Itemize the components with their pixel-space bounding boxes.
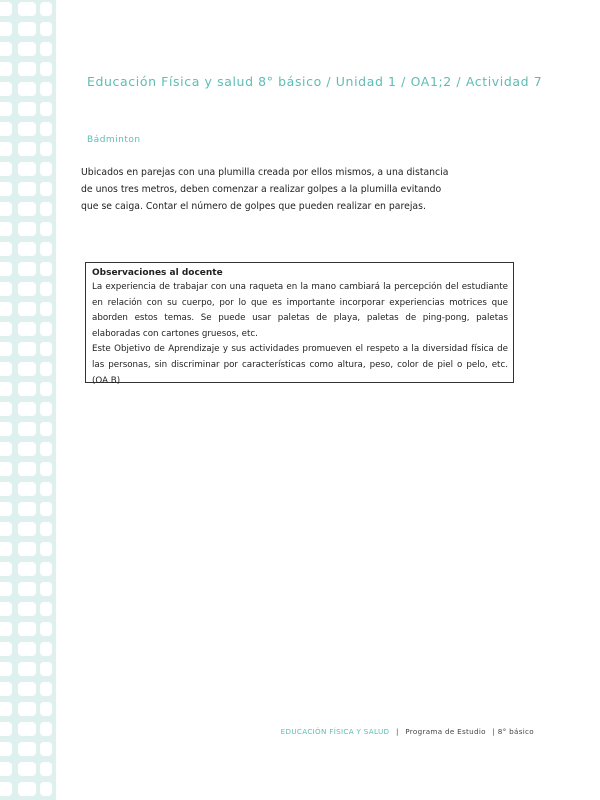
strip-tile bbox=[18, 102, 36, 116]
strip-tile bbox=[40, 182, 52, 196]
strip-tile bbox=[18, 42, 36, 56]
strip-tile bbox=[40, 102, 52, 116]
strip-tile bbox=[40, 682, 52, 696]
strip-tile bbox=[40, 522, 52, 536]
strip-tile bbox=[0, 442, 12, 456]
strip-tile bbox=[40, 222, 52, 236]
strip-tile bbox=[40, 362, 52, 376]
strip-tile bbox=[18, 602, 36, 616]
strip-tile bbox=[0, 122, 12, 136]
strip-tile bbox=[0, 202, 12, 216]
strip-tile bbox=[40, 242, 52, 256]
strip-tile bbox=[18, 662, 36, 676]
strip-tile bbox=[18, 162, 36, 176]
strip-tile bbox=[40, 462, 52, 476]
strip-tile bbox=[18, 722, 36, 736]
strip-tile bbox=[0, 22, 12, 36]
strip-tile bbox=[0, 642, 12, 656]
strip-tile bbox=[0, 602, 12, 616]
observations-box bbox=[85, 262, 514, 386]
strip-tile bbox=[40, 482, 52, 496]
strip-tile bbox=[18, 702, 36, 716]
strip-tile bbox=[0, 542, 12, 556]
strip-tile bbox=[0, 462, 12, 476]
strip-tile bbox=[40, 322, 52, 336]
strip-tile bbox=[40, 622, 52, 636]
strip-tile bbox=[18, 742, 36, 756]
strip-tile bbox=[18, 82, 36, 96]
observations-paragraph-1: La experiencia de trabajar con una raqueta en la mano cambiará la percepción del estudiante en relación con su cuerpo, por lo que es importante incorporar experiencias motrices que aborden estos temas. Se puede usar paletas de playa, paletas de ping-pong, paletas elaboradas con cartones gruesos, etc. bbox=[92, 282, 508, 339]
strip-tile bbox=[0, 2, 12, 16]
strip-tile bbox=[18, 562, 36, 576]
strip-tile bbox=[0, 522, 12, 536]
strip-tile bbox=[0, 342, 12, 356]
strip-tile bbox=[18, 582, 36, 596]
strip-tile bbox=[40, 782, 52, 796]
strip-tile bbox=[0, 782, 12, 796]
strip-tile bbox=[40, 42, 52, 56]
strip-tile bbox=[18, 382, 36, 396]
strip-tile bbox=[0, 382, 12, 396]
strip-tile bbox=[18, 242, 36, 256]
strip-tile bbox=[0, 322, 12, 336]
strip-tile bbox=[0, 62, 12, 76]
strip-tile bbox=[0, 102, 12, 116]
strip-tile bbox=[18, 62, 36, 76]
strip-tile bbox=[18, 222, 36, 236]
page-header-title: Educación Física y salud 8° básico / Unidad 1 / OA1;2 / Actividad 7 bbox=[87, 74, 543, 89]
strip-tile bbox=[40, 642, 52, 656]
strip-tile bbox=[0, 182, 12, 196]
strip-tile bbox=[0, 502, 12, 516]
footer-program: Programa de Estudio bbox=[405, 727, 486, 736]
strip-tile bbox=[0, 302, 12, 316]
strip-tile bbox=[40, 402, 52, 416]
strip-tile bbox=[40, 22, 52, 36]
strip-tile bbox=[0, 762, 12, 776]
strip-tile bbox=[18, 522, 36, 536]
activity-heading: Bádminton bbox=[87, 135, 141, 145]
strip-tile bbox=[0, 722, 12, 736]
strip-tile bbox=[40, 502, 52, 516]
page-footer bbox=[281, 727, 538, 736]
strip-tile bbox=[0, 682, 12, 696]
strip-tile bbox=[18, 782, 36, 796]
strip-tile bbox=[18, 262, 36, 276]
strip-tile bbox=[18, 642, 36, 656]
strip-tile bbox=[0, 362, 12, 376]
observations-title: Observaciones al docente bbox=[92, 268, 223, 278]
footer-separator: | bbox=[395, 727, 399, 736]
strip-tile bbox=[40, 662, 52, 676]
strip-tile bbox=[40, 762, 52, 776]
observations-paragraph-2: Este Objetivo de Aprendizaje y sus actividades promueven el respeto a la diversidad física de las personas, sin discriminar por características como altura, peso, color de piel o pelo, etc. (OA B) bbox=[92, 344, 508, 386]
strip-tile bbox=[0, 582, 12, 596]
strip-tile bbox=[18, 2, 36, 16]
strip-tile bbox=[40, 742, 52, 756]
strip-tile bbox=[0, 482, 12, 496]
strip-tile bbox=[40, 582, 52, 596]
strip-tile bbox=[18, 622, 36, 636]
strip-tile bbox=[40, 342, 52, 356]
strip-tile bbox=[40, 262, 52, 276]
strip-tile bbox=[18, 762, 36, 776]
strip-tile bbox=[18, 282, 36, 296]
strip-tile bbox=[0, 402, 12, 416]
strip-tile bbox=[0, 562, 12, 576]
strip-tile bbox=[18, 342, 36, 356]
strip-tile bbox=[40, 2, 52, 16]
strip-tile bbox=[18, 482, 36, 496]
strip-tile bbox=[18, 422, 36, 436]
footer-subject: EDUCACIÓN FÍSICA Y SALUD bbox=[280, 727, 390, 736]
strip-tile bbox=[40, 202, 52, 216]
strip-tile bbox=[40, 442, 52, 456]
activity-description: Ubicados en parejas con una plumilla creada por ellos mismos, a una distancia de unos tres metros, deben comenzar a realizar golpes a la plumilla evitando que se caiga. Contar el número de golpes que pueden realizar en parejas. bbox=[81, 167, 449, 212]
strip-tile bbox=[40, 542, 52, 556]
strip-tile bbox=[40, 382, 52, 396]
strip-tile bbox=[18, 22, 36, 36]
decorative-side-strip bbox=[0, 0, 56, 800]
strip-tile bbox=[40, 702, 52, 716]
strip-tile bbox=[40, 562, 52, 576]
strip-tile bbox=[0, 242, 12, 256]
strip-tile bbox=[18, 682, 36, 696]
strip-tile bbox=[0, 82, 12, 96]
strip-tile bbox=[0, 422, 12, 436]
strip-tile bbox=[0, 42, 12, 56]
strip-tile bbox=[40, 602, 52, 616]
strip-tile bbox=[18, 502, 36, 516]
strip-tile bbox=[18, 122, 36, 136]
strip-tile bbox=[18, 142, 36, 156]
strip-tile bbox=[40, 122, 52, 136]
footer-grade: | 8° básico bbox=[492, 727, 534, 736]
strip-tile bbox=[0, 142, 12, 156]
strip-tile bbox=[18, 362, 36, 376]
strip-tile bbox=[40, 62, 52, 76]
strip-tile bbox=[40, 302, 52, 316]
strip-tile bbox=[0, 662, 12, 676]
strip-tile bbox=[40, 422, 52, 436]
strip-tile bbox=[40, 282, 52, 296]
strip-tile bbox=[18, 542, 36, 556]
strip-tile bbox=[0, 702, 12, 716]
strip-tile bbox=[40, 142, 52, 156]
strip-tile bbox=[0, 742, 12, 756]
strip-tile bbox=[18, 442, 36, 456]
strip-tile bbox=[0, 282, 12, 296]
strip-tile bbox=[0, 262, 12, 276]
strip-tile bbox=[18, 322, 36, 336]
strip-tile bbox=[0, 162, 12, 176]
strip-tile bbox=[18, 182, 36, 196]
strip-tile bbox=[0, 222, 12, 236]
strip-tile bbox=[0, 622, 12, 636]
strip-tile bbox=[18, 462, 36, 476]
strip-tile bbox=[18, 302, 36, 316]
side-strip-pattern bbox=[0, 0, 56, 800]
strip-tile bbox=[40, 722, 52, 736]
strip-tile bbox=[40, 162, 52, 176]
strip-tile bbox=[18, 202, 36, 216]
strip-tile bbox=[40, 82, 52, 96]
strip-tile bbox=[18, 402, 36, 416]
